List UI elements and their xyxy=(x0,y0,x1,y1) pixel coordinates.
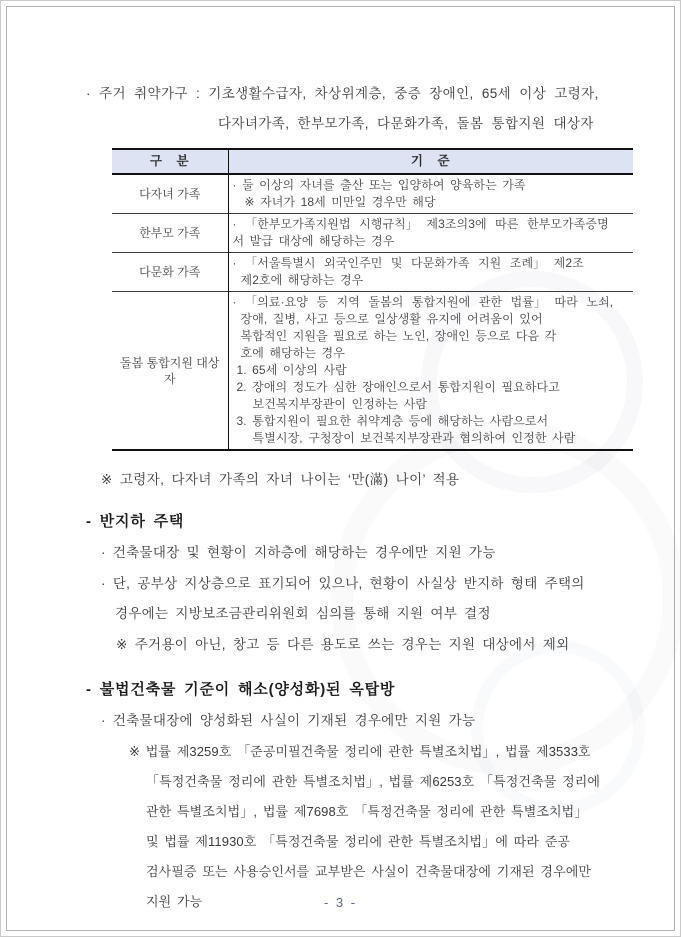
oktapbang-law-note xyxy=(129,737,642,917)
banjiha-item-1 xyxy=(101,538,642,569)
law-line: 관한 특별조치법」, 법률 제7698호 「특정건축물 정리에 관한 특별조치법」 xyxy=(146,803,588,819)
table-row-multichild xyxy=(112,174,633,214)
criteria-line: 보건복지부장관이 인정하는 사람 xyxy=(252,397,428,411)
item-line: · 단, 공부상 지상층으로 표기되어 있으나, 현황이 사실상 반지하 형태 주택의 xyxy=(101,575,585,591)
criteria-line: 서 발급 대상에 해당하는 경우 xyxy=(232,234,395,248)
criteria-line: 장애, 질병, 사고 등으로 일상생활 유지에 어려움이 있어 xyxy=(240,312,543,326)
criteria-line: 호에 해당하는 경우 xyxy=(240,346,345,360)
criteria-line: 제2호에 해당하는 경우 xyxy=(240,273,364,287)
law-line: 및 법률 제11930호 「특정건축물 정리에 관한 특별조치법」에 따라 준공 xyxy=(146,833,571,849)
law-line: 「특정건축물 정리에 관한 특별조치법」, 법률 제6253호 「특정건축물 정리에 xyxy=(146,773,601,789)
intro-line-1: · 주거 취약가구 : 기초생활수급자, 차상위계층, 중증 장애인, 65세 이상 고령자, xyxy=(86,86,599,101)
item-line: · 건축물대장 및 현황이 지하층에 해당하는 경우에만 지원 가능 xyxy=(101,545,496,560)
row-criteria xyxy=(228,214,633,253)
intro-vulnerable-households xyxy=(86,79,642,139)
law-line: ※ 법률 제3259호 「준공미필건축물 정리에 관한 특별조치법」, 법률 제3533호 xyxy=(129,743,591,759)
criteria-line: · 「의료·요양 등 지역 돌봄의 통합지원에 관한 법률」 따라 노쇠, xyxy=(232,295,614,309)
criteria-line: · 「한부모가족지원법 시행규칙」 제3조의3에 따른 한부모가족증명 xyxy=(232,217,609,231)
section-heading-oktapbang: - 불법건축물 기준이 해소(양성화)된 옥탑방 xyxy=(86,681,396,698)
note-age-rule: ※ 고령자, 다자녀 가족의 자녀 나이는 ‘만(滿) 나이’ 적용 xyxy=(101,472,460,487)
criteria-line: 3. 통합지원이 필요한 취약계층 등에 해당하는 사람으로서 xyxy=(236,414,549,428)
table-row-carereceiver xyxy=(112,292,633,451)
item-line: · 건축물대장에 양성화된 사실이 기재된 경우에만 지원 가능 xyxy=(101,713,476,728)
law-line: 지원 가능 xyxy=(146,893,203,909)
page-number: - 3 - xyxy=(323,895,358,910)
intro-line-2: 다자녀가족, 한부모가족, 다문화가족, 돌봄 통합지원 대상자 xyxy=(218,116,594,131)
criteria-table-wrap xyxy=(112,148,633,451)
banjiha-item-2 xyxy=(101,569,642,630)
section-heading-banjiha: - 반지하 주택 xyxy=(86,513,185,530)
row-category: 한부모 가족 xyxy=(112,214,228,253)
row-category: 다자녀 가족 xyxy=(112,174,228,214)
oktapbang-item-1 xyxy=(101,706,642,737)
table-row-singleparent xyxy=(112,214,633,253)
item-line: 경우에는 지방보조금관리위원회 심의를 통해 지원 여부 결정 xyxy=(115,606,491,621)
table-header-category: 구 분 xyxy=(112,149,228,174)
law-line: 검사필증 또는 사용승인서를 교부받은 사실이 건축물대장에 기재된 경우에만 xyxy=(146,863,592,879)
row-criteria xyxy=(228,174,633,214)
criteria-line: 1. 65세 이상의 사람 xyxy=(236,363,347,377)
table-header-row xyxy=(112,149,633,174)
banjiha-note xyxy=(116,630,642,661)
row-criteria xyxy=(228,253,633,292)
criteria-line: · 「서울특별시 외국인주민 및 다문화가족 지원 조례」 제2조 xyxy=(232,256,584,270)
criteria-table xyxy=(112,148,633,451)
criteria-line: 복합적인 지원을 필요로 하는 노인, 장애인 등으로 다음 각 xyxy=(240,329,557,343)
row-category: 다문화 가족 xyxy=(112,253,228,292)
table-row-multicultural xyxy=(112,253,633,292)
criteria-line: 특별시장, 구청장이 보건복지부장관과 협의하여 인정한 사람 xyxy=(252,431,576,445)
criteria-line: ※ 자녀가 18세 미만일 경우만 해당 xyxy=(244,195,436,209)
row-criteria xyxy=(228,292,633,451)
row-category: 돌봄 통합지원 대상자 xyxy=(112,292,228,451)
criteria-line: · 둘 이상의 자녀를 출산 또는 입양하여 양육하는 가족 xyxy=(232,178,526,192)
page-content xyxy=(86,79,642,917)
table-header-criteria: 기 준 xyxy=(228,149,633,174)
item-line: ※ 주거용이 아닌, 창고 등 다른 용도로 쓰는 경우는 지원 대상에서 제외 xyxy=(116,636,570,652)
criteria-line: 2. 장애의 정도가 심한 장애인으로서 통합지원이 필요하다고 xyxy=(236,380,560,394)
